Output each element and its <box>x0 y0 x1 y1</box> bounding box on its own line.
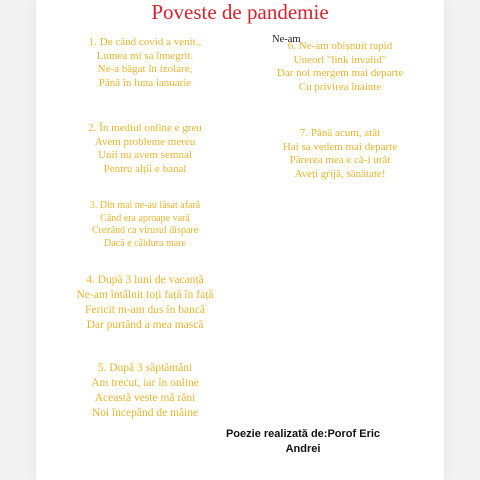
stanza-1 <box>60 36 230 90</box>
stanza-line: Noi începând de mâine <box>91 407 199 419</box>
stanza-7 <box>255 127 425 181</box>
stanza-line: Dacă e căldura mare <box>104 237 186 249</box>
stanza-line: Pentru alții e banal <box>103 162 187 175</box>
stanza-5 <box>60 361 230 421</box>
stanza-2 <box>60 122 230 176</box>
stanza-line: Aveți grijă, sănătate! <box>294 167 386 180</box>
stanza-line: Am trecut, iar în online <box>91 377 199 389</box>
stanza-line: Ne-am întâlnit toți față în față <box>76 289 214 301</box>
stanza-line: Crezând ca virusul dispare <box>91 225 199 236</box>
stanza-line: 6. Ne-am obișnuit rapid <box>287 40 393 52</box>
poem-title: Poveste de pandemie <box>151 0 329 24</box>
stanza-line: Cu privirea înainte <box>298 80 382 93</box>
stanza-line: Unii nu avem semnal <box>98 149 192 161</box>
credit-line-1: Poezie realizată de:Porof Eric <box>225 428 381 440</box>
stanza-line: Când era aproape vară <box>100 212 190 224</box>
stanza-line: 4. După 3 luni de vacanță <box>86 274 204 286</box>
stanza-line: 5. După 3 săptămâni <box>97 362 193 374</box>
stanza-line: Hai sa vedem mai departe <box>282 140 398 153</box>
stanza-4 <box>60 273 230 333</box>
stanza-line: 2. În mediul online e greu <box>88 122 202 134</box>
stanza-line: Ne-a băgat în izolare, <box>97 63 193 75</box>
stanza-line: Până în luna ianuarie <box>98 76 192 89</box>
stanza-line: Dar purtând a mea mască <box>86 319 204 331</box>
stanza-line: Această veste mă răni <box>94 392 196 404</box>
stanza-3 <box>60 200 230 250</box>
stanza-line: 1. De când covid a venit., <box>88 36 202 48</box>
stanza-line: Părerea mea e că-i urât <box>289 154 391 166</box>
credit-line-2: Andrei <box>285 443 321 455</box>
stanza-line: 7. Până acum, atât <box>299 127 381 139</box>
stanza-line: Fericit m-am dus în bancă <box>84 304 206 316</box>
stanza-line: Dar noi mergem mai departe <box>276 67 404 79</box>
stanza-line: Uneori "link invalid" <box>293 53 387 66</box>
stanza-line: 3. Din mai ne-au lăsat afară <box>89 200 201 211</box>
author-credit <box>218 427 388 457</box>
stanza-line: Lumea mi sa înnegrit. <box>96 49 194 62</box>
stanza-line: Avem probleme mereu <box>94 135 196 148</box>
overlay-word: Ne-am <box>272 34 301 45</box>
stanza-6 <box>255 40 425 94</box>
